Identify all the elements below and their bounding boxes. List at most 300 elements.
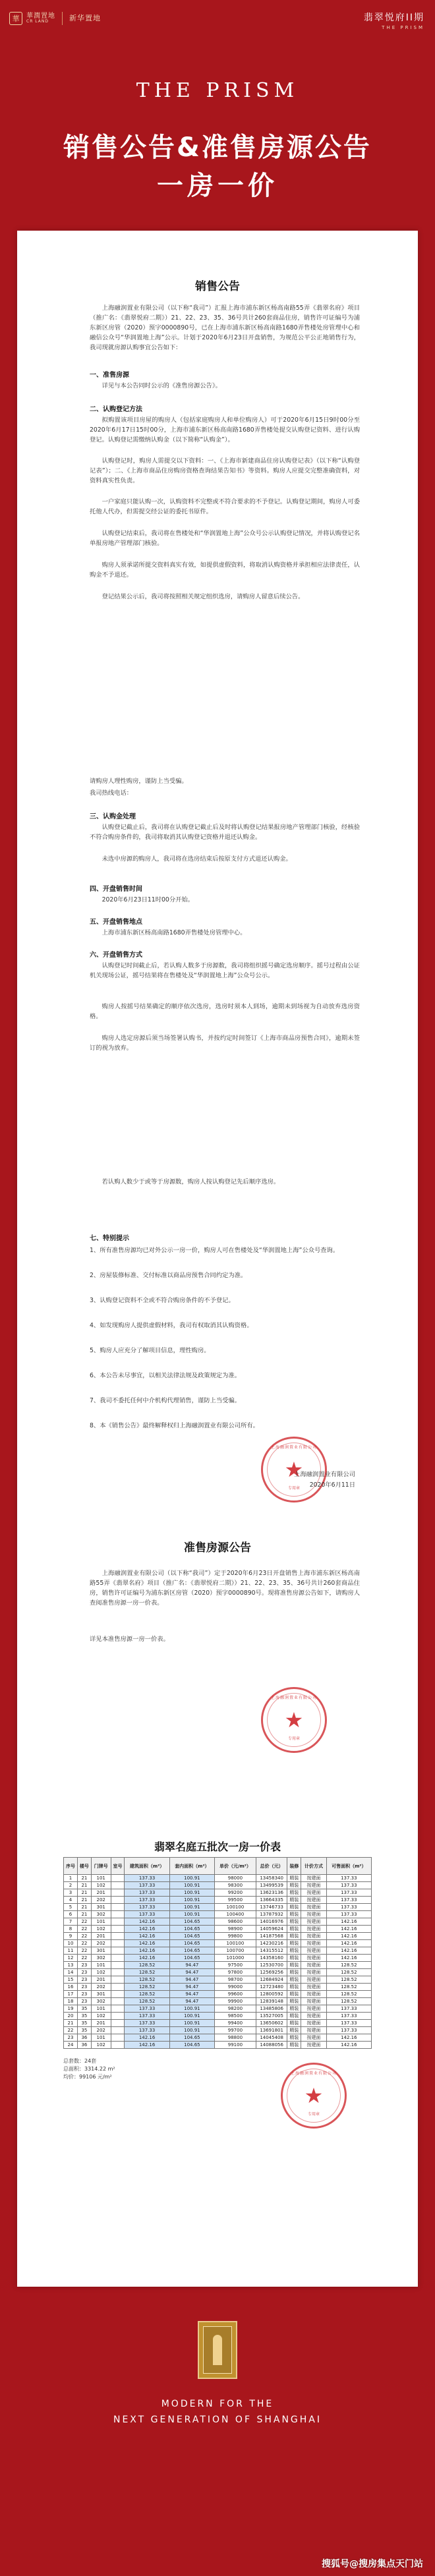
table-cell: 按建面 — [301, 2042, 326, 2049]
table-cell: 按建面 — [301, 1875, 326, 1882]
table-cell: 22 — [77, 1933, 91, 1940]
table-note: 均价：99106 元/m² — [63, 2074, 112, 2080]
sales-notice-intro: 上海融润置业有限公司（以下称“我司”）汇报上海市浦东新区杨高南路55弄《翡翠名府》项目（推广名：《翡翠悦府二期》）21、22、23、35、36号共计260套商品住房，销售许可证编号为浦东新区房管（2020）预字0000890号，已在上海市浦东新区杨高南路1680弄售楼处房管理中心和融信公众号“华润置地上海”公示。计划于2020年6月23日开盘销售，为规范公平公正地销售行为，我司现就房源认购事宜公告如下： — [90, 304, 360, 351]
table-cell: 12800592 — [256, 1991, 287, 1998]
table-cell: 精装 — [287, 1882, 301, 1889]
seal-ring-text: 上海融润置业有限公司 — [270, 1445, 317, 1450]
table-cell: 104.65 — [169, 1926, 214, 1933]
table-cell: 14187568 — [256, 1933, 287, 1940]
table-cell: 101 — [91, 1962, 111, 1969]
table-cell: 按建面 — [301, 2027, 326, 2034]
table-cell: 98500 — [215, 2013, 256, 2020]
special-note-item: 8、本《销售公告》最终解释权归上海融润置业有限公司所有。 — [90, 1422, 259, 1429]
price-table-header-cell: 门牌号 — [91, 1858, 111, 1875]
seal-ring-text: 上海融润置业有限公司 — [290, 2071, 337, 2076]
price-table-header-cell: 套内面积（m²） — [169, 1858, 214, 1875]
table-cell — [111, 1991, 125, 1998]
footer-slogan-line2: NEXT GENERATION OF SHANGHAI — [113, 2415, 322, 2425]
table-cell: 21 — [77, 1904, 91, 1911]
table-cell: 302 — [91, 1955, 111, 1962]
table-cell: 按建面 — [301, 1882, 326, 1889]
table-row — [64, 1918, 372, 1926]
table-cell: 精装 — [287, 2005, 301, 2013]
table-cell: 128.52 — [326, 1976, 371, 1984]
table-cell: 301 — [91, 1904, 111, 1911]
table-cell: 21 — [77, 1897, 91, 1904]
table-cell: 按建面 — [301, 1991, 326, 1998]
seal-foot-text: 专用章 — [287, 1736, 300, 1741]
table-row — [64, 1962, 372, 1969]
table-cell: 94.47 — [169, 1976, 214, 1984]
table-cell: 13664335 — [256, 1897, 287, 1904]
special-note-item: 7、我司不委托任何中介机构代理销售，谨防上当受骗。 — [90, 1397, 241, 1404]
table-cell: 按建面 — [301, 1984, 326, 1991]
table-cell: 94.47 — [169, 1962, 214, 1969]
price-table-body — [64, 1875, 372, 2049]
table-cell: 99700 — [215, 2027, 256, 2034]
table-cell: 104.65 — [169, 2034, 214, 2042]
table-cell: 7 — [64, 1918, 78, 1926]
price-table-header-cell: 楼号 — [77, 1858, 91, 1875]
table-cell: 精装 — [287, 1962, 301, 1969]
table-cell: 13 — [64, 1962, 78, 1969]
table-cell: 128.52 — [125, 1969, 169, 1976]
section-heading: 四、开盘销售时间 — [90, 886, 142, 893]
table-cell: 21 — [77, 1882, 91, 1889]
table-cell: 精装 — [287, 1911, 301, 1918]
table-cell: 100.91 — [169, 1911, 214, 1918]
table-cell: 142.16 — [326, 1947, 371, 1955]
table-cell: 128.52 — [125, 1962, 169, 1969]
table-cell — [111, 1998, 125, 2005]
table-cell: 35 — [77, 2020, 91, 2027]
table-cell: 23 — [77, 1976, 91, 1984]
table-cell — [111, 2005, 125, 2013]
table-cell: 142.16 — [326, 2034, 371, 2042]
table-cell: 21 — [77, 1911, 91, 1918]
table-cell: 14 — [64, 1969, 78, 1976]
table-cell — [111, 1940, 125, 1947]
table-cell: 102 — [91, 2013, 111, 2020]
signing-date: 2020年6月11日 — [309, 1481, 355, 1489]
table-cell: 精装 — [287, 1889, 301, 1897]
section-paragraph: 若认购人数少于或等于房源数，购房人按认购登记先后顺序选房。 — [102, 1178, 280, 1186]
table-cell: 99400 — [215, 2020, 256, 2027]
price-table — [63, 1857, 372, 2049]
table-cell: 精装 — [287, 2020, 301, 2027]
sale-time: 2020年6月23日11时00分开始。 — [102, 896, 194, 903]
table-cell: 21 — [64, 2020, 78, 2027]
table-cell: 3 — [64, 1889, 78, 1897]
special-note-item: 4、如发现购房人提供虚假材料，我司有权取消其认购资格。 — [90, 1322, 253, 1329]
table-row — [64, 1904, 372, 1911]
table-cell: 按建面 — [301, 1955, 326, 1962]
table-cell: 137.33 — [125, 1875, 169, 1882]
table-cell: 23 — [77, 1991, 91, 1998]
table-cell: 100700 — [215, 1947, 256, 1955]
table-cell — [111, 1947, 125, 1955]
table-cell: 按建面 — [301, 1976, 326, 1984]
price-table-header-cell: 计价方式 — [301, 1858, 326, 1875]
seal-star-icon: ★ — [284, 1457, 304, 1482]
table-cell: 302 — [91, 1998, 111, 2005]
table-cell: 98900 — [215, 1926, 256, 1933]
table-cell: 94.47 — [169, 1984, 214, 1991]
watermark: 搜狐号@搜房集点天门站 — [322, 2559, 423, 2569]
table-cell: 102 — [91, 2042, 111, 2049]
table-cell: 100.91 — [169, 1897, 214, 1904]
table-cell: 23 — [77, 1962, 91, 1969]
table-cell: 142.16 — [125, 1940, 169, 1947]
special-note-item: 6、本公告未尽事宜，以相关法律法规及政策规定为准。 — [90, 1372, 241, 1379]
table-row — [64, 1998, 372, 2005]
table-cell: 35 — [77, 2005, 91, 2013]
special-note-item: 3、认购登记资料不全或不符合购房条件的不予登记。 — [90, 1297, 235, 1304]
table-cell: 100.91 — [169, 1875, 214, 1882]
table-cell: 13458340 — [256, 1875, 287, 1882]
listing-notice-tail: 详见本准售房源一房一价表。 — [90, 1636, 169, 1643]
price-table-header-cell: 室号 — [111, 1858, 125, 1875]
project-emblem-icon — [198, 2321, 237, 2379]
xinhua-land-logo: 新华置地 — [69, 13, 101, 22]
section-paragraph: 详见与本公告同时公示的《准售房源公告》。 — [102, 382, 221, 389]
table-cell: 102 — [91, 1969, 111, 1976]
page-header — [0, 0, 435, 201]
page-subtitle-zh: 一房一价 — [157, 171, 278, 201]
table-cell — [111, 1976, 125, 1984]
table-cell: 精装 — [287, 1947, 301, 1955]
table-cell — [111, 1911, 125, 1918]
table-cell: 128.52 — [326, 1991, 371, 1998]
table-cell: 94.47 — [169, 1991, 214, 1998]
table-cell: 137.33 — [125, 1911, 169, 1918]
table-cell: 36 — [77, 2034, 91, 2042]
table-cell: 19 — [64, 2005, 78, 2013]
table-cell: 13650602 — [256, 2020, 287, 2027]
table-row — [64, 1976, 372, 1984]
page-title-en: THE PRISM — [136, 79, 299, 102]
table-cell: 100.91 — [169, 2005, 214, 2013]
table-cell: 142.16 — [326, 1926, 371, 1933]
table-cell: 15 — [64, 1976, 78, 1984]
table-row — [64, 1882, 372, 1889]
table-cell: 137.33 — [125, 2005, 169, 2013]
section-heading: 二、认购登记方法 — [90, 406, 142, 413]
table-cell: 23 — [64, 2034, 78, 2042]
table-cell — [111, 1918, 125, 1926]
table-cell: 18 — [64, 1998, 78, 2005]
table-row — [64, 1984, 372, 1991]
section-heading: 五、开盘销售地点 — [90, 919, 142, 926]
table-cell: 22 — [77, 1926, 91, 1933]
table-cell — [111, 1897, 125, 1904]
section-heading: 一、准售房源 — [90, 372, 129, 379]
sale-location: 上海市浦东新区杨高南路1680弄售楼处房管理中心。 — [102, 929, 246, 936]
table-cell — [111, 1889, 125, 1897]
table-cell — [111, 1955, 125, 1962]
table-cell: 23 — [77, 1969, 91, 1976]
table-cell — [111, 1926, 125, 1933]
table-cell: 100100 — [215, 1940, 256, 1947]
table-cell: 301 — [91, 1991, 111, 1998]
price-table-header-cell: 可售面积（m²） — [326, 1858, 371, 1875]
table-cell: 100.91 — [169, 1889, 214, 1897]
table-cell: 104.65 — [169, 1940, 214, 1947]
table-cell: 精装 — [287, 1998, 301, 2005]
table-cell: 精装 — [287, 1991, 301, 1998]
table-cell: 100.91 — [169, 1904, 214, 1911]
table-cell: 94.47 — [169, 1998, 214, 2005]
table-cell — [111, 1984, 125, 1991]
table-cell: 精装 — [287, 2034, 301, 2042]
table-cell: 99500 — [215, 1897, 256, 1904]
table-cell: 137.33 — [326, 1889, 371, 1897]
table-cell: 精装 — [287, 1969, 301, 1976]
table-cell: 按建面 — [301, 1969, 326, 1976]
table-cell: 142.16 — [125, 1918, 169, 1926]
table-cell: 137.33 — [326, 2020, 371, 2027]
table-cell: 104.65 — [169, 1918, 214, 1926]
table-cell: 104.65 — [169, 1933, 214, 1940]
table-cell: 精装 — [287, 1897, 301, 1904]
table-cell: 13787932 — [256, 1911, 287, 1918]
table-cell: 14315512 — [256, 1947, 287, 1955]
table-row — [64, 2042, 372, 2049]
table-cell: 102 — [91, 1882, 111, 1889]
table-cell: 142.16 — [326, 1940, 371, 1947]
table-cell: 精装 — [287, 1955, 301, 1962]
footer-slogan-line1: MODERN FOR THE — [161, 2399, 274, 2409]
table-cell: 97800 — [215, 1969, 256, 1976]
table-cell: 137.33 — [125, 1882, 169, 1889]
table-cell: 13485806 — [256, 2005, 287, 2013]
table-cell: 22 — [64, 2027, 78, 2034]
table-cell: 142.16 — [125, 1926, 169, 1933]
price-table-header-cell: 单价（元/m²） — [215, 1858, 256, 1875]
table-cell: 100.91 — [169, 2013, 214, 2020]
price-table-header-cell: 建筑面积（m²） — [125, 1858, 169, 1875]
table-cell: 4 — [64, 1897, 78, 1904]
table-cell: 精装 — [287, 1940, 301, 1947]
table-row — [64, 1889, 372, 1897]
table-cell: 23 — [77, 1984, 91, 1991]
table-cell: 12839148 — [256, 1998, 287, 2005]
table-cell: 14059624 — [256, 1926, 287, 1933]
listing-notice-title: 准售房源公告 — [184, 1541, 251, 1555]
table-cell: 101 — [91, 2034, 111, 2042]
table-cell: 6 — [64, 1911, 78, 1918]
seal-ring-text: 上海融润置业有限公司 — [270, 1696, 317, 1700]
table-cell: 100100 — [215, 1904, 256, 1911]
table-cell: 按建面 — [301, 1998, 326, 2005]
table-cell: 98700 — [215, 1976, 256, 1984]
table-cell: 精装 — [287, 1918, 301, 1926]
table-cell: 104.65 — [169, 2042, 214, 2049]
table-cell: 202 — [91, 1984, 111, 1991]
table-row — [64, 1933, 372, 1940]
table-cell: 35 — [77, 2027, 91, 2034]
table-cell: 100.91 — [169, 2027, 214, 2034]
section-heading: 七、特别提示 — [90, 1235, 129, 1242]
table-cell: 142.16 — [326, 1933, 371, 1940]
table-cell: 98800 — [215, 2034, 256, 2042]
table-cell: 精装 — [287, 1933, 301, 1940]
table-cell: 128.52 — [125, 1976, 169, 1984]
table-cell: 按建面 — [301, 1940, 326, 1947]
project-logo-zh: 翡翠悦府II期 — [363, 13, 424, 23]
table-cell: 137.33 — [125, 2020, 169, 2027]
table-cell: 137.33 — [326, 1897, 371, 1904]
table-cell — [111, 2027, 125, 2034]
company-seal — [261, 1687, 327, 1753]
table-row — [64, 1955, 372, 1962]
cr-land-en: CR LAND — [26, 19, 49, 24]
table-cell: 201 — [91, 1976, 111, 1984]
table-row — [64, 2027, 372, 2034]
table-cell: 按建面 — [301, 1947, 326, 1955]
price-table-header-row — [64, 1858, 372, 1875]
page-title-zh: 销售公告&准售房源公告 — [63, 132, 372, 163]
table-cell: 21 — [77, 1889, 91, 1897]
seal-foot-text: 专用章 — [287, 1486, 300, 1491]
table-cell: 按建面 — [301, 1933, 326, 1940]
table-cell: 13691801 — [256, 2027, 287, 2034]
section-paragraph: 请购房人理性购房，谨防上当受骗。 — [90, 778, 188, 785]
signer-company: 上海融润置业有限公司 — [294, 1471, 355, 1478]
table-cell: 99200 — [215, 1889, 256, 1897]
table-cell: 13746733 — [256, 1904, 287, 1911]
table-cell: 14088056 — [256, 2042, 287, 2049]
table-cell: 302 — [91, 1911, 111, 1918]
project-logo — [364, 11, 424, 30]
seal-foot-text: 专用章 — [307, 2112, 320, 2117]
emblem-pillar-icon — [213, 2335, 222, 2365]
table-cell: 22 — [77, 1940, 91, 1947]
table-cell: 100.91 — [169, 2020, 214, 2027]
notice-document — [17, 231, 418, 2287]
table-cell: 按建面 — [301, 2020, 326, 2027]
table-cell: 101 — [91, 1875, 111, 1882]
table-cell: 36 — [77, 2042, 91, 2049]
table-cell: 142.16 — [125, 2034, 169, 2042]
seal-star-icon: ★ — [284, 1707, 304, 1732]
table-cell: 101 — [91, 2005, 111, 2013]
table-cell: 按建面 — [301, 1926, 326, 1933]
price-table-title: 翡翠名庭五批次一房一价表 — [154, 1841, 281, 1853]
table-cell: 137.33 — [125, 1904, 169, 1911]
table-cell: 100400 — [215, 1911, 256, 1918]
project-logo-en: THE PRISM — [382, 25, 424, 30]
table-cell: 12 — [64, 1955, 78, 1962]
table-cell: 按建面 — [301, 1918, 326, 1926]
cr-land-logo-text — [26, 13, 55, 24]
table-cell: 142.16 — [125, 1933, 169, 1940]
table-cell — [111, 1933, 125, 1940]
table-cell — [111, 2034, 125, 2042]
table-cell: 精装 — [287, 1984, 301, 1991]
cr-land-logo-icon: 華 — [9, 12, 22, 25]
table-cell: 14230216 — [256, 1940, 287, 1947]
special-note-item: 2、房屋装修标准、交付标准以商品房预售合同约定为准。 — [90, 1272, 247, 1279]
table-cell — [111, 2013, 125, 2020]
special-note-item: 5、购房人应充分了解项目信息，理性购房。 — [90, 1347, 210, 1354]
table-cell: 202 — [91, 1897, 111, 1904]
logo-divider — [62, 12, 63, 25]
table-cell — [111, 1904, 125, 1911]
price-table-header-cell: 装修 — [287, 1858, 301, 1875]
section-paragraph: 登记结果公示后，我司将按照相关规定组织选房，请购房人留意后续公告。 — [102, 593, 304, 600]
table-cell — [111, 1882, 125, 1889]
table-cell: 137.33 — [326, 2013, 371, 2020]
table-cell: 137.33 — [125, 2027, 169, 2034]
developer-logos — [9, 12, 101, 25]
table-cell: 按建面 — [301, 1962, 326, 1969]
table-cell: 202 — [91, 2027, 111, 2034]
sales-notice-title: 销售公告 — [195, 280, 240, 293]
table-cell: 201 — [91, 1889, 111, 1897]
cr-land-name: 華潤置地 — [26, 13, 55, 20]
table-row — [64, 1947, 372, 1955]
table-cell — [111, 1969, 125, 1976]
table-cell: 201 — [91, 2020, 111, 2027]
table-cell: 128.52 — [326, 1969, 371, 1976]
table-cell: 137.33 — [125, 1889, 169, 1897]
section-heading: 六、开盘销售方式 — [90, 952, 142, 959]
table-cell — [111, 2042, 125, 2049]
table-cell: 104.65 — [169, 1947, 214, 1955]
table-cell: 142.16 — [326, 2042, 371, 2049]
table-cell: 94.47 — [169, 1969, 214, 1976]
table-cell: 22 — [77, 1947, 91, 1955]
table-cell: 精装 — [287, 1904, 301, 1911]
table-cell: 100.91 — [169, 1882, 214, 1889]
table-row — [64, 1940, 372, 1947]
table-cell: 按建面 — [301, 2013, 326, 2020]
table-cell: 99100 — [215, 2042, 256, 2049]
table-cell: 142.16 — [125, 1955, 169, 1962]
table-cell: 14045408 — [256, 2034, 287, 2042]
section-paragraph: 认购登记时间截止后，若认购人数多于房源数，我司将组织摇号确定选房顺序。摇号过程由公证机关现场公证，摇号结果将在售楼处及“华润置地上海”公众号公示。 — [90, 962, 360, 979]
table-cell: 98000 — [215, 1875, 256, 1882]
table-row — [64, 1969, 372, 1976]
section-heading: 三、认购金处理 — [90, 813, 136, 820]
section-paragraph: 一户家庭只能认购一次，认购资料不完整或不符合要求的不予登记。认购登记期间，购房人可委托他人代办，但需提交经公证的委托书原件。 — [90, 498, 360, 515]
table-cell: 137.33 — [125, 1897, 169, 1904]
table-cell: 137.33 — [326, 1904, 371, 1911]
table-cell: 301 — [91, 1947, 111, 1955]
table-row — [64, 1897, 372, 1904]
table-cell: 128.52 — [125, 1991, 169, 1998]
table-cell: 102 — [91, 1926, 111, 1933]
table-cell: 21 — [77, 1875, 91, 1882]
table-cell: 1 — [64, 1875, 78, 1882]
section-paragraph: 认购登记截止后，我司将在认购登记截止后及时将认购登记结果报房地产管理部门核验，经核验不符合购房条件的，我司将取消其认购登记资格并退还认购金。 — [90, 824, 360, 841]
table-cell: 5 — [64, 1904, 78, 1911]
table-cell: 2 — [64, 1882, 78, 1889]
section-paragraph: 购房人按摇号结果确定的顺序依次选房，选房时须本人到场，逾期未到场视为自动放弃选房资格。 — [90, 1003, 360, 1020]
table-cell: 13499539 — [256, 1882, 287, 1889]
table-cell: 9 — [64, 1933, 78, 1940]
table-cell: 12684924 — [256, 1976, 287, 1984]
section-paragraph: 认购登记结束后，我司将在售楼处和“华润置地上海”公众号公示认购登记情况，并将认购登记名单报房地产管理部门核验。 — [90, 530, 360, 547]
emblem-frame — [203, 2326, 232, 2374]
table-row — [64, 1875, 372, 1882]
table-cell: 精装 — [287, 2027, 301, 2034]
table-cell: 128.52 — [326, 1998, 371, 2005]
company-seal — [281, 2063, 347, 2129]
price-table-notes — [63, 2057, 261, 2081]
table-cell: 24 — [64, 2042, 78, 2049]
